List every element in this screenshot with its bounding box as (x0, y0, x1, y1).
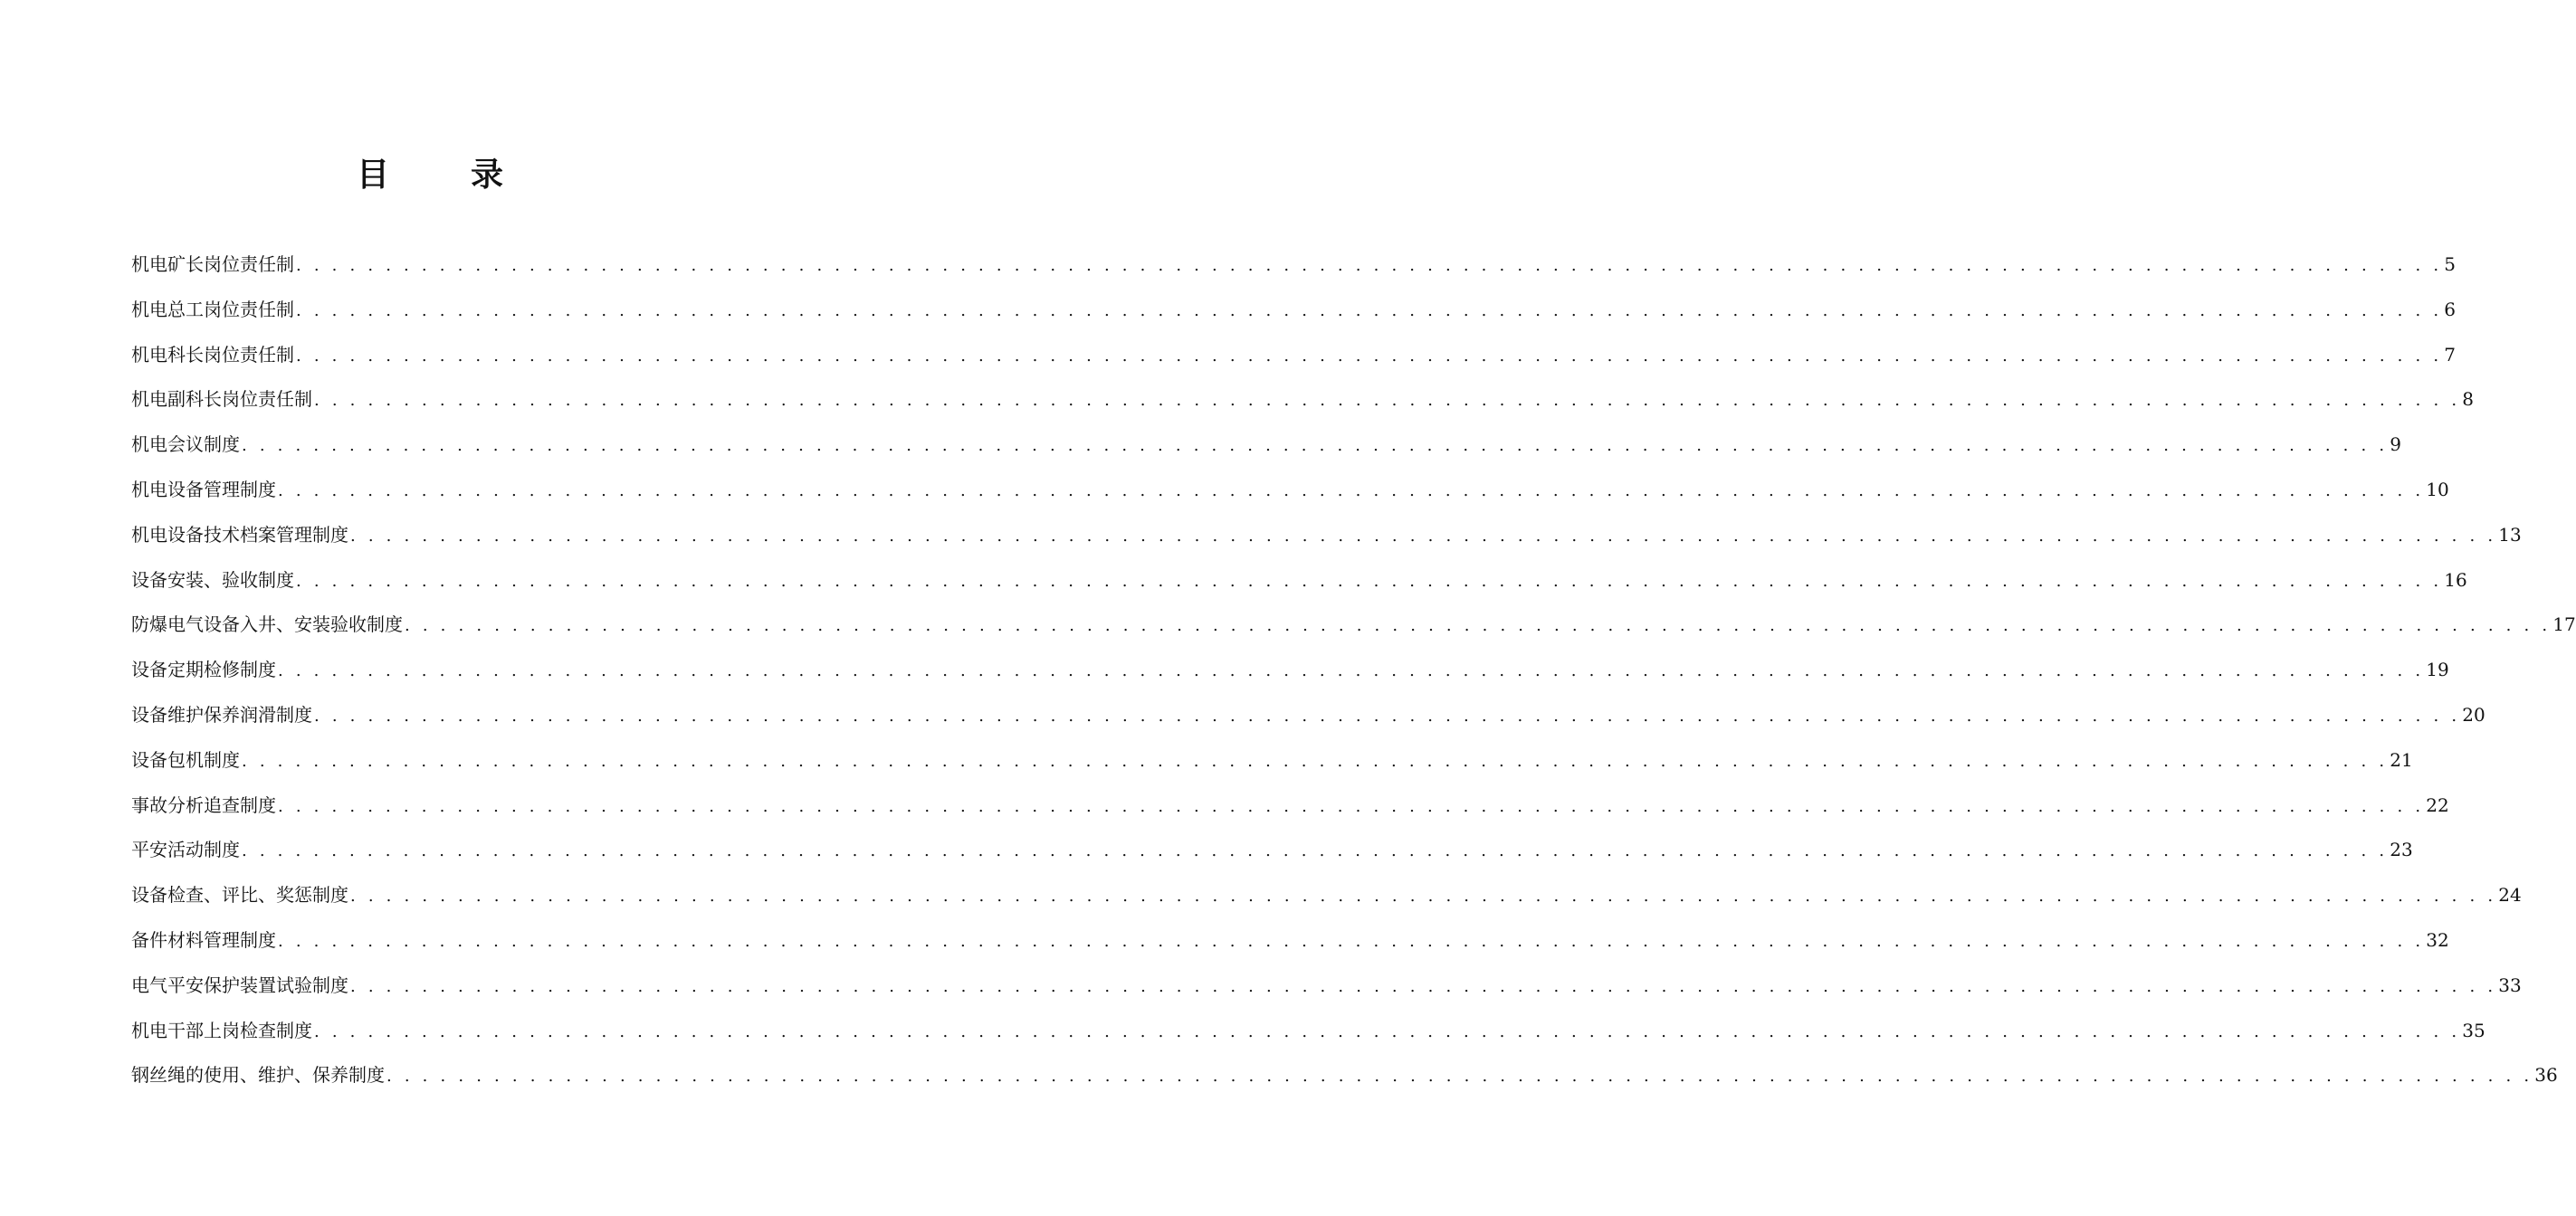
toc-entry-label: 机电总工岗位责任制 (131, 298, 294, 320)
toc-entry[interactable] (131, 242, 2457, 288)
toc-leader-dots: . . . . . . . . . . . . . . . . . . . . . . . . . . . . . . . . . . . . . . . . . . . . . . . . . . . . . . . . . . . . . . . . . . . . . . . . . . . . . . . . . . . . . . . . . . . . . . . . . . . . . . . . . . . . . . . . . . . . . . . . (314, 706, 2461, 726)
toc-entry-label: 设备维护保养润滑制度 (131, 703, 312, 726)
toc-leader-dots: . . . . . . . . . . . . . . . . . . . . . . . . . . . . . . . . . . . . . . . . . . . . . . . . . . . . . . . . . . . . . . . . . . . . . . . . . . . . . . . . . . . . . . . . . . . . . . . . . . . . . . . . . . . . . . . . . . . . . . . . (314, 391, 2461, 411)
toc-entry-label: 机电科长岗位责任制 (131, 343, 294, 366)
toc-entry-page-number: 7 (2444, 343, 2457, 366)
toc-entry-page-number: 20 (2462, 703, 2485, 726)
toc-leader-dots: . . . . . . . . . . . . . . . . . . . . . . . . . . . . . . . . . . . . . . . . . . . . . . . . . . . . . . . . . . . . . . . . . . . . . . . . . . . . . . . . . . . . . . . . . . . . . . . . . . . . . . . . . . . . . . . . . . . . . . . . (350, 887, 2497, 907)
toc-entry[interactable] (131, 1009, 2485, 1054)
toc-leader-dots: . . . . . . . . . . . . . . . . . . . . . . . . . . . . . . . . . . . . . . . . . . . . . . . . . . . . . . . . . . . . . . . . . . . . . . . . . . . . . . . . . . . . . . . . . . . . . . . . . . . . . . . . . . . . . . . . . . . . . . . . (296, 571, 2443, 591)
toc-entry[interactable] (131, 423, 2402, 468)
toc-entry-page-number: 17 (2552, 613, 2576, 636)
toc-entry[interactable] (131, 648, 2449, 693)
toc-entry[interactable] (131, 558, 2467, 603)
toc-leader-dots: . . . . . . . . . . . . . . . . . . . . . . . . . . . . . . . . . . . . . . . . . . . . . . . . . . . . . . . . . . . . . . . . . . . . . . . . . . . . . . . . . . . . . . . . . . . . . . . . . . . . . . . . . . . . . . . . . . . . . . . . (242, 751, 2389, 771)
toc-entry-label: 机电副科长岗位责任制 (131, 388, 312, 411)
toc-entry[interactable] (131, 918, 2449, 964)
toc-leader-dots: . . . . . . . . . . . . . . . . . . . . . . . . . . . . . . . . . . . . . . . . . . . . . . . . . . . . . . . . . . . . . . . . . . . . . . . . . . . . . . . . . . . . . . . . . . . . . . . . . . . . . . . . . . . . . . . . . . . . . . . . (405, 616, 2552, 636)
toc-entry-page-number: 10 (2426, 478, 2449, 500)
toc-leader-dots: . . . . . . . . . . . . . . . . . . . . . . . . . . . . . . . . . . . . . . . . . . . . . . . . . . . . . . . . . . . . . . . . . . . . . . . . . . . . . . . . . . . . . . . . . . . . . . . . . . . . . . . . . . . . . . . . . . . . . . . . (296, 346, 2443, 366)
toc-entry-label: 防爆电气设备入井、安装验收制度 (131, 613, 403, 636)
toc-leader-dots: . . . . . . . . . . . . . . . . . . . . . . . . . . . . . . . . . . . . . . . . . . . . . . . . . . . . . . . . . . . . . . . . . . . . . . . . . . . . . . . . . . . . . . . . . . . . . . . . . . . . . . . . . . . . . . . . . . . . . . . . (296, 300, 2443, 320)
toc-entry-page-number: 6 (2444, 298, 2457, 320)
toc-entry-page-number: 5 (2444, 253, 2457, 275)
toc-leader-dots: . . . . . . . . . . . . . . . . . . . . . . . . . . . . . . . . . . . . . . . . . . . . . . . . . . . . . . . . . . . . . . . . . . . . . . . . . . . . . . . . . . . . . . . . . . . . . . . . . . . . . . . . . . . . . . . . . . . . . . . . (386, 1067, 2533, 1087)
toc-leader-dots: . . . . . . . . . . . . . . . . . . . . . . . . . . . . . . . . . . . . . . . . . . . . . . . . . . . . . . . . . . . . . . . . . . . . . . . . . . . . . . . . . . . . . . . . . . . . . . . . . . . . . . . . . . . . . . . . . . . . . . . . (242, 841, 2389, 861)
toc-entry-label: 备件材料管理制度 (131, 928, 276, 951)
toc-entry-page-number: 21 (2390, 748, 2413, 771)
toc-entry-label: 机电设备技术档案管理制度 (131, 523, 348, 546)
toc-entry[interactable] (131, 513, 2522, 558)
toc-entry[interactable] (131, 784, 2449, 829)
toc-entry-label: 设备包机制度 (131, 748, 240, 771)
toc-entry-label: 钢丝绳的使用、维护、保养制度 (131, 1064, 385, 1087)
toc-list (131, 242, 2576, 1098)
toc-entry-label: 电气平安保护装置试验制度 (131, 974, 348, 996)
toc-entry[interactable] (131, 333, 2457, 378)
toc-entry-label: 平安活动制度 (131, 839, 240, 861)
toc-entry[interactable] (131, 603, 2576, 648)
toc-entry-label: 机电设备管理制度 (131, 478, 276, 500)
toc-entry-page-number: 36 (2534, 1064, 2558, 1087)
toc-entry[interactable] (131, 738, 2413, 784)
toc-leader-dots: . . . . . . . . . . . . . . . . . . . . . . . . . . . . . . . . . . . . . . . . . . . . . . . . . . . . . . . . . . . . . . . . . . . . . . . . . . . . . . . . . . . . . . . . . . . . . . . . . . . . . . . . . . . . . . . . . . . . . . . . (278, 480, 2425, 500)
toc-entry-label: 机电会议制度 (131, 433, 240, 456)
toc-entry-page-number: 35 (2462, 1019, 2485, 1041)
toc-entry-page-number: 24 (2498, 884, 2522, 907)
toc-leader-dots: . . . . . . . . . . . . . . . . . . . . . . . . . . . . . . . . . . . . . . . . . . . . . . . . . . . . . . . . . . . . . . . . . . . . . . . . . . . . . . . . . . . . . . . . . . . . . . . . . . . . . . . . . . . . . . . . . . . . . . . . (242, 436, 2389, 456)
toc-entry-page-number: 8 (2462, 388, 2475, 411)
toc-entry[interactable] (131, 828, 2413, 873)
toc-title (0, 152, 860, 199)
toc-leader-dots: . . . . . . . . . . . . . . . . . . . . . . . . . . . . . . . . . . . . . . . . . . . . . . . . . . . . . . . . . . . . . . . . . . . . . . . . . . . . . . . . . . . . . . . . . . . . . . . . . . . . . . . . . . . . . . . . . . . . . . . . (350, 526, 2497, 546)
toc-entry-page-number: 22 (2426, 793, 2449, 816)
toc-title-part2: 录 (471, 157, 504, 194)
toc-entry-page-number: 19 (2426, 659, 2449, 681)
toc-entry[interactable] (131, 693, 2485, 738)
toc-entry[interactable] (131, 873, 2522, 918)
toc-entry-label: 设备检查、评比、奖惩制度 (131, 884, 348, 907)
toc-entry-label: 事故分析追查制度 (131, 793, 276, 816)
toc-leader-dots: . . . . . . . . . . . . . . . . . . . . . . . . . . . . . . . . . . . . . . . . . . . . . . . . . . . . . . . . . . . . . . . . . . . . . . . . . . . . . . . . . . . . . . . . . . . . . . . . . . . . . . . . . . . . . . . . . . . . . . . . (296, 256, 2443, 275)
toc-entry-label: 机电矿长岗位责任制 (131, 253, 294, 275)
toc-entry-page-number: 13 (2498, 523, 2522, 546)
toc-entry[interactable] (131, 288, 2457, 333)
toc-title-part1: 目 (356, 157, 389, 194)
toc-entry-label: 机电干部上岗检查制度 (131, 1019, 312, 1041)
toc-entry[interactable] (131, 1053, 2558, 1098)
toc-entry-page-number: 33 (2498, 974, 2522, 996)
toc-entry[interactable] (131, 964, 2522, 1009)
toc-leader-dots: . . . . . . . . . . . . . . . . . . . . . . . . . . . . . . . . . . . . . . . . . . . . . . . . . . . . . . . . . . . . . . . . . . . . . . . . . . . . . . . . . . . . . . . . . . . . . . . . . . . . . . . . . . . . . . . . . . . . . . . . (350, 976, 2497, 996)
toc-entry-page-number: 32 (2426, 928, 2449, 951)
toc-entry-label: 设备安装、验收制度 (131, 568, 294, 591)
toc-leader-dots: . . . . . . . . . . . . . . . . . . . . . . . . . . . . . . . . . . . . . . . . . . . . . . . . . . . . . . . . . . . . . . . . . . . . . . . . . . . . . . . . . . . . . . . . . . . . . . . . . . . . . . . . . . . . . . . . . . . . . . . . (314, 1021, 2461, 1041)
toc-entry-page-number: 9 (2390, 433, 2402, 456)
toc-leader-dots: . . . . . . . . . . . . . . . . . . . . . . . . . . . . . . . . . . . . . . . . . . . . . . . . . . . . . . . . . . . . . . . . . . . . . . . . . . . . . . . . . . . . . . . . . . . . . . . . . . . . . . . . . . . . . . . . . . . . . . . . (278, 931, 2425, 951)
toc-entry[interactable] (131, 468, 2449, 513)
toc-leader-dots: . . . . . . . . . . . . . . . . . . . . . . . . . . . . . . . . . . . . . . . . . . . . . . . . . . . . . . . . . . . . . . . . . . . . . . . . . . . . . . . . . . . . . . . . . . . . . . . . . . . . . . . . . . . . . . . . . . . . . . . . (278, 796, 2425, 816)
toc-entry-label: 设备定期检修制度 (131, 659, 276, 681)
toc-leader-dots: . . . . . . . . . . . . . . . . . . . . . . . . . . . . . . . . . . . . . . . . . . . . . . . . . . . . . . . . . . . . . . . . . . . . . . . . . . . . . . . . . . . . . . . . . . . . . . . . . . . . . . . . . . . . . . . . . . . . . . . . (278, 661, 2425, 681)
toc-entry-page-number: 16 (2444, 568, 2467, 591)
toc-entry[interactable] (131, 377, 2475, 423)
toc-entry-page-number: 23 (2390, 839, 2413, 861)
